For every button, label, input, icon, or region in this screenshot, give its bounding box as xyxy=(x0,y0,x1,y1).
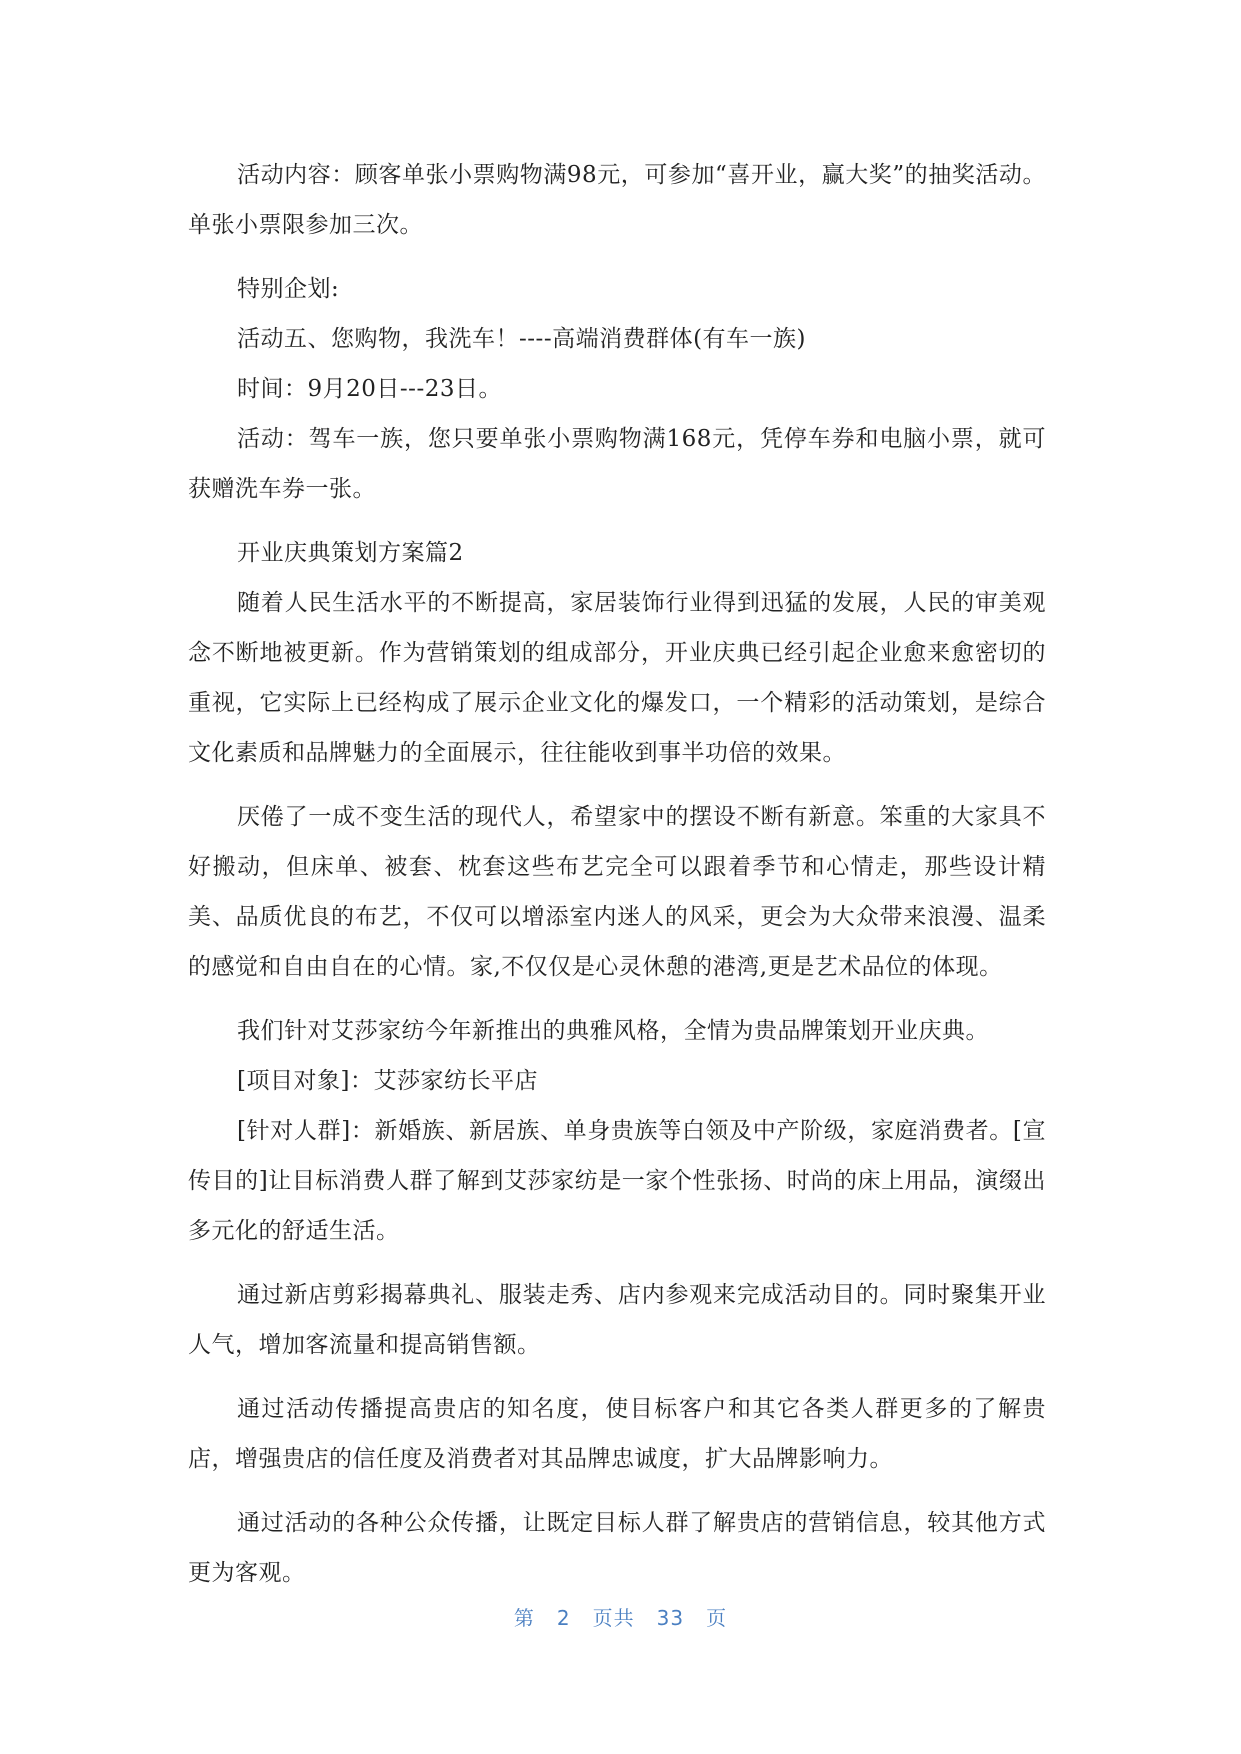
footer-label-ye: 页 xyxy=(706,1606,728,1630)
footer-current-page: 2 xyxy=(556,1606,571,1630)
footer-label-di: 第 xyxy=(513,1606,535,1630)
paragraph-project-target: [项目对象]：艾莎家纺长平店 xyxy=(237,1068,538,1094)
section-heading-plan-2: 开业庆典策划方案篇2 xyxy=(237,540,464,566)
paragraph-time: 时间：9月20日---23日。 xyxy=(237,376,502,402)
paragraph-target-audience: [针对人群]：新婚族、新居族、单身贵族等白领及中产阶级，家庭消费者。[宣传目的]让目标消费人群了解到艾莎家纺是一家个性张扬、时尚的床上用品，演缀出多元化的舒适生活。 xyxy=(188,1118,1046,1244)
paragraph-activity-content: 活动内容：顾客单张小票购物满98元，可参加“喜开业，赢大奖”的抽奖活动。单张小票限参加三次。 xyxy=(188,162,1046,238)
footer-label-ye-gong: 页共 xyxy=(592,1606,635,1630)
paragraph-car-wash-offer: 活动：驾车一族，您只要单张小票购物满168元，凭停车券和电脑小票，就可获赠洗车券一张。 xyxy=(188,426,1046,502)
paragraph-fabric-art: 厌倦了一成不变生活的现代人，希望家中的摆设不断有新意。笨重的大家具不好搬动，但床单、被套、枕套这些布艺完全可以跟着季节和心情走，那些设计精美、品质优良的布艺，不仅可以增添室内迷人的风采，更会为大众带来浪漫、温柔的感觉和自由自在的心情。家,不仅仅是心灵休憩的港湾,更是艺术品位的体现。 xyxy=(188,804,1046,980)
paragraph-public-communication: 通过活动的各种公众传播，让既定目标人群了解贵店的营销信息，较其他方式更为客观。 xyxy=(188,1510,1046,1586)
paragraph-style-intro: 我们针对艾莎家纺今年新推出的典雅风格，全情为贵品牌策划开业庆典。 xyxy=(237,1018,989,1044)
footer-total-pages: 33 xyxy=(656,1606,685,1630)
paragraph-industry-background: 随着人民生活水平的不断提高，家居装饰行业得到迅猛的发展，人民的审美观念不断地被更新。作为营销策划的组成部分，开业庆典已经引起企业愈来愈密切的重视，它实际上已经构成了展示企业文化的爆发口，一个精彩的活动策划，是综合文化素质和品牌魅力的全面展示，往往能收到事半功倍的效果。 xyxy=(188,590,1046,766)
page-number-footer xyxy=(0,1602,1241,1631)
paragraph-activity-five: 活动五、您购物，我洗车！----高端消费群体(有车一族) xyxy=(237,326,807,352)
document-body xyxy=(188,150,1046,1612)
paragraph-brand-awareness: 通过活动传播提高贵店的知名度，使目标客户和其它各类人群更多的了解贵店，增强贵店的信任度及消费者对其品牌忠诚度，扩大品牌影响力。 xyxy=(188,1396,1046,1472)
paragraph-special-plan: 特别企划: xyxy=(237,276,340,302)
paragraph-ribbon-cutting: 通过新店剪彩揭幕典礼、服装走秀、店内参观来完成活动目的。同时聚集开业人气，增加客流量和提高销售额。 xyxy=(188,1282,1046,1358)
